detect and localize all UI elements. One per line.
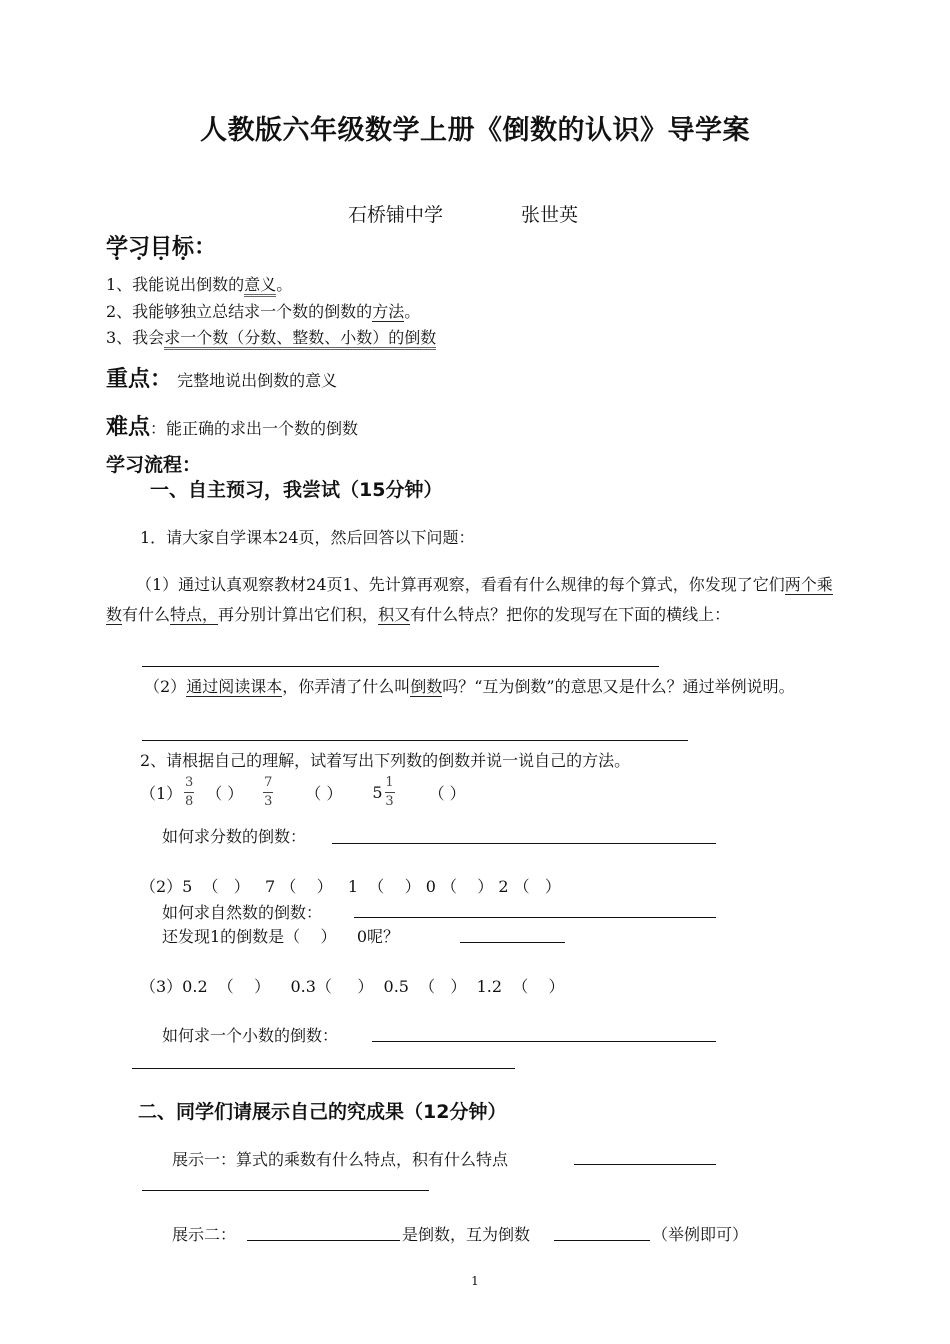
fraction-numerator: 1	[385, 775, 394, 790]
school-name: 石桥铺中学	[348, 204, 444, 226]
para-text: （2）	[144, 677, 187, 696]
fraction-numerator: 3	[185, 775, 194, 790]
key-point-colon: ：	[150, 367, 173, 392]
mixed-number-whole: 5	[372, 783, 383, 802]
ask-one-zero: 还发现1的倒数是（ ） 0呢？	[162, 927, 400, 946]
answer-line[interactable]	[142, 666, 659, 667]
goal-text: 。	[276, 275, 293, 294]
show-2-note: （举例即可）	[652, 1225, 749, 1244]
ask-decimal-reciprocal: 如何求一个小数的倒数：	[162, 1026, 339, 1045]
goal-text: 1、我能说出倒数的	[106, 275, 245, 294]
goal-keyword: 意义	[244, 275, 276, 297]
goals-heading-colon: ：	[194, 235, 217, 260]
answer-line[interactable]	[142, 1190, 429, 1191]
answer-line[interactable]	[372, 1041, 716, 1042]
para-text: （1）通过认真观察教材24页1、先计算再观察，看看有什么规律的每个算式，你发现了它们	[136, 575, 785, 594]
answer-bracket[interactable]: （ ）	[305, 784, 343, 803]
fraction-3-8	[184, 776, 194, 809]
answer-bracket[interactable]: （ ）	[428, 784, 466, 803]
fraction-7-3	[263, 776, 273, 809]
difficulty-colon: ：	[150, 419, 167, 438]
section1-heading: 一、自主预习，我尝试（15分钟）	[150, 479, 443, 501]
para-keyword: 倒数	[410, 677, 443, 696]
answer-line[interactable]	[554, 1240, 650, 1241]
ask-natural-reciprocal: 如何求自然数的倒数：	[162, 903, 323, 922]
ask-fraction-reciprocal: 如何求分数的倒数：	[162, 827, 307, 846]
key-point-text: 完整地说出倒数的意义	[177, 371, 338, 390]
process-heading: 学习流程：	[106, 454, 202, 476]
goals-heading-char: 习	[128, 235, 151, 260]
page-number: 1	[471, 1274, 479, 1288]
answer-bracket[interactable]: （ ）	[206, 784, 244, 803]
goal-item-1	[106, 272, 292, 295]
show-2-text: 是倒数，互为倒数	[402, 1225, 531, 1244]
row-label: （1）	[140, 784, 183, 803]
answer-line[interactable]	[247, 1240, 400, 1241]
difficulty	[106, 410, 358, 441]
para-text: 再分别计算出它们积，	[218, 605, 379, 624]
document-title: 人教版六年级数学上册《倒数的认识》导学案	[200, 115, 750, 146]
fraction-denominator: 3	[264, 794, 273, 809]
fraction-numerator: 7	[264, 775, 273, 790]
para-text: ，你弄清了什么叫	[282, 677, 411, 696]
show-2-label: 展示二：	[172, 1225, 237, 1244]
para-keyword: 通过阅读课本	[186, 677, 283, 696]
goal-keyword: 求一个数（分数、整数、小数）的倒数	[164, 328, 436, 350]
goals-heading	[106, 230, 216, 261]
paragraph-1	[106, 570, 848, 630]
teacher-name: 张世英	[521, 204, 579, 226]
para-keyword: 两个乘数	[106, 575, 833, 624]
key-point	[106, 362, 337, 393]
answer-line[interactable]	[354, 917, 716, 918]
fraction-denominator: 8	[185, 794, 194, 809]
goals-heading-char: 标	[172, 235, 195, 260]
authors-line	[348, 200, 578, 227]
answer-line[interactable]	[460, 942, 565, 943]
goal-text: 3、我会	[106, 328, 165, 347]
section2-heading: 二、同学们请展示自己的究成果（12分钟）	[138, 1101, 507, 1123]
fraction-row	[140, 776, 466, 809]
para-keyword: 特点，	[170, 605, 219, 624]
goal-item-3	[106, 325, 436, 348]
answer-line[interactable]	[574, 1164, 716, 1165]
goals-heading-char: 学	[106, 235, 129, 260]
para-keyword: 积又	[378, 605, 411, 624]
decimal-row: （3）0.2 （ ） 0.3（ ） 0.5 （ ） 1.2 （ ）	[140, 977, 565, 996]
key-point-label: 重点	[106, 367, 151, 392]
answer-line[interactable]	[142, 740, 688, 741]
goal-text: 。	[404, 302, 421, 321]
show-1: 展示一：算式的乘数有什么特点，积有什么特点	[172, 1150, 509, 1169]
paragraph-2	[106, 672, 848, 702]
para-text: 有什么	[122, 605, 171, 624]
question-2: 2、请根据自己的理解，试着写出下列数的倒数并说一说自己的方法。	[140, 751, 631, 770]
goals-heading-char: 目	[150, 235, 173, 260]
para-text: 吗？“互为倒数”的意思又是什么？通过举例说明。	[442, 677, 795, 696]
question-1: 1．请大家自学课本24页，然后回答以下问题：	[140, 528, 475, 547]
goal-item-2	[106, 299, 420, 322]
para-text: 有什么特点？把你的发现写在下面的横线上：	[410, 605, 731, 624]
fraction-denominator: 3	[385, 794, 394, 809]
difficulty-text: 能正确的求出一个数的倒数	[166, 419, 359, 438]
answer-line[interactable]	[132, 1068, 515, 1069]
answer-line[interactable]	[332, 843, 716, 844]
goal-keyword: 方法	[372, 302, 405, 321]
difficulty-label: 难点	[106, 415, 151, 440]
fraction-1-3	[385, 776, 395, 809]
natural-number-row: （2）5 （ ） 7 （ ） 1 （ ） 0 （ ） 2 （ ）	[140, 877, 561, 896]
goal-text: 2、我能够独立总结求一个数的倒数的	[106, 302, 373, 321]
